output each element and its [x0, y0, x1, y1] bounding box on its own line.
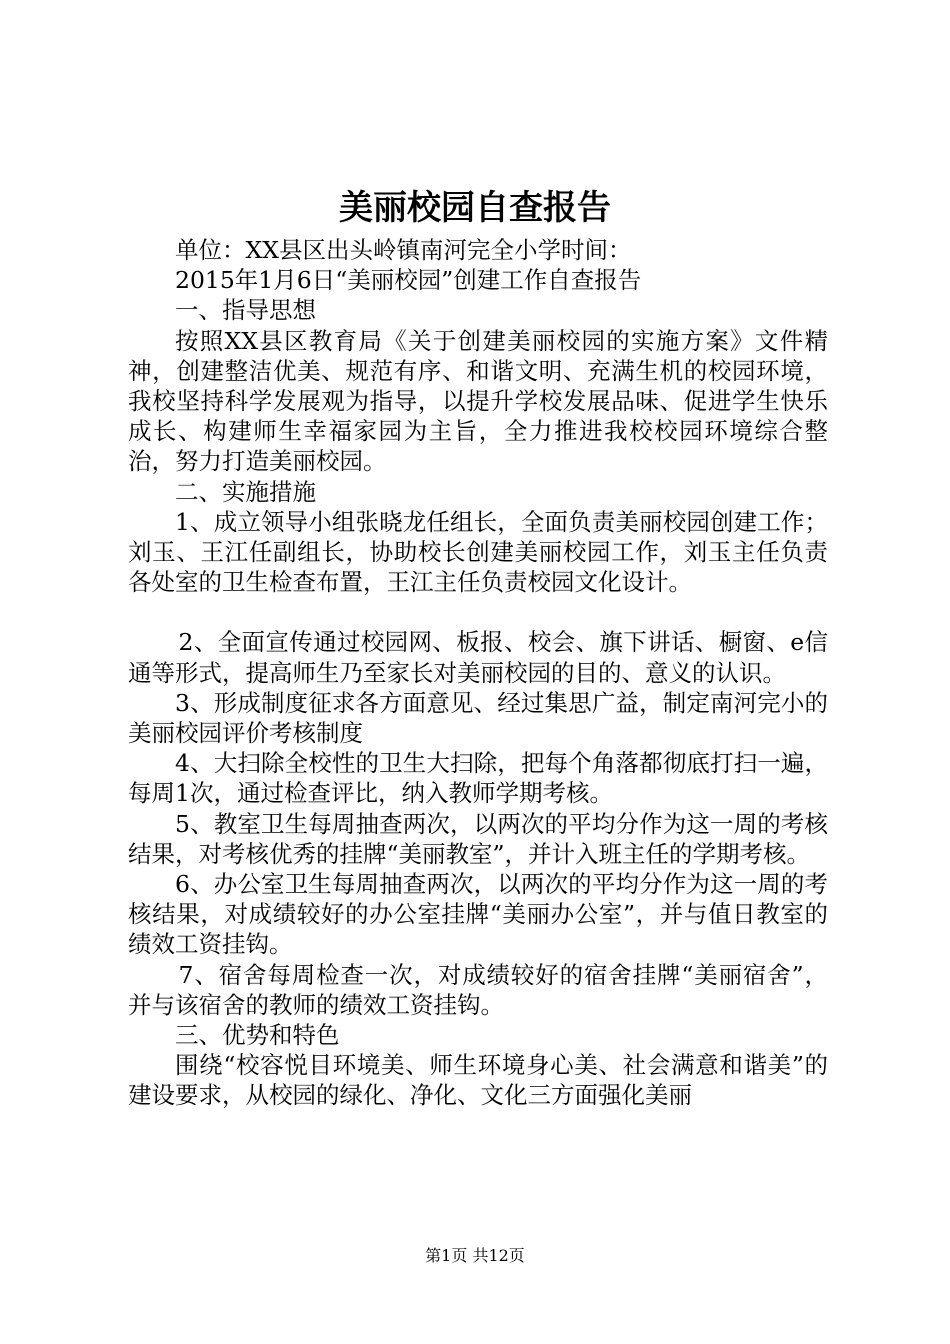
page-footer: 第1页 共12页 — [425, 1246, 525, 1265]
measure-item-3: 3、形成制度征求各方面意见、经过集思广益，制定南河完小的美丽校园评价考核制度 — [128, 688, 828, 748]
section-heading-guiding-thought: 一、指导思想 — [175, 296, 316, 325]
measure-item-1: 1、成立领导小组张晓龙任组长，全面负责美丽校园创建工作；刘玉、王江任副组长，协助校长创建美丽校园工作，刘玉主任负责各处室的卫生检查布置，王江主任负责校园文化设计。 — [128, 507, 828, 597]
measure-item-4: 4、大扫除全校性的卫生大扫除，把每个角落都彻底打扫一遍，每周1次，通过检查评比，纳入教师学期考核。 — [128, 749, 828, 808]
date-line: 2015年1月6日“美丽校园”创建工作自查报告 — [175, 266, 642, 295]
measure-item-5: 5、教室卫生每周抽查两次，以两次的平均分作为这一周的考核结果，对考核优秀的挂牌“美丽教室”，并计入班主任的学期考核。 — [128, 809, 828, 868]
paragraph-guiding-thought: 按照XX县区教育局《关于创建美丽校园的实施方案》文件精神，创建整洁优美、规范有序、和谐文明、充满生机的校园环境，我校坚持科学发展观为指导，以提升学校发展品味、促进学生快乐成长、构建师生幸福家园为主旨，全力推进我校校园环境综合整治，努力打造美丽校园。 — [128, 326, 828, 476]
measure-item-7: 7、宿舍每周检查一次，对成绩较好的宿舍挂牌“美丽宿舍”，并与该宿舍的教师的绩效工资挂钩。 — [128, 960, 828, 1019]
measure-item-2: 2、全面宣传通过校园网、板报、校会、旗下讲话、橱窗、e信通等形式，提高师生乃至家长对美丽校园的目的、意义的认识。 — [128, 628, 828, 687]
document-body — [128, 235, 828, 1111]
unit-line: 单位：XX县区出头岭镇南河完全小学时间： — [175, 236, 632, 264]
paragraph-advantages: 围绕“校容悦目环境美、师生环境身心美、社会满意和谐美”的建设要求，从校园的绿化、净化、文化三方面强化美丽 — [128, 1051, 828, 1110]
document-title: 美丽校园自查报告 — [339, 188, 611, 228]
section-heading-advantages: 三、优势和特色 — [175, 1021, 340, 1050]
section-heading-measures: 二、实施措施 — [175, 477, 316, 506]
measure-item-6: 6、办公室卫生每周抽查两次，以两次的平均分作为这一周的考核结果，对成绩较好的办公室挂牌“美丽办公室”，并与值日教室的绩效工资挂钩。 — [128, 870, 828, 959]
